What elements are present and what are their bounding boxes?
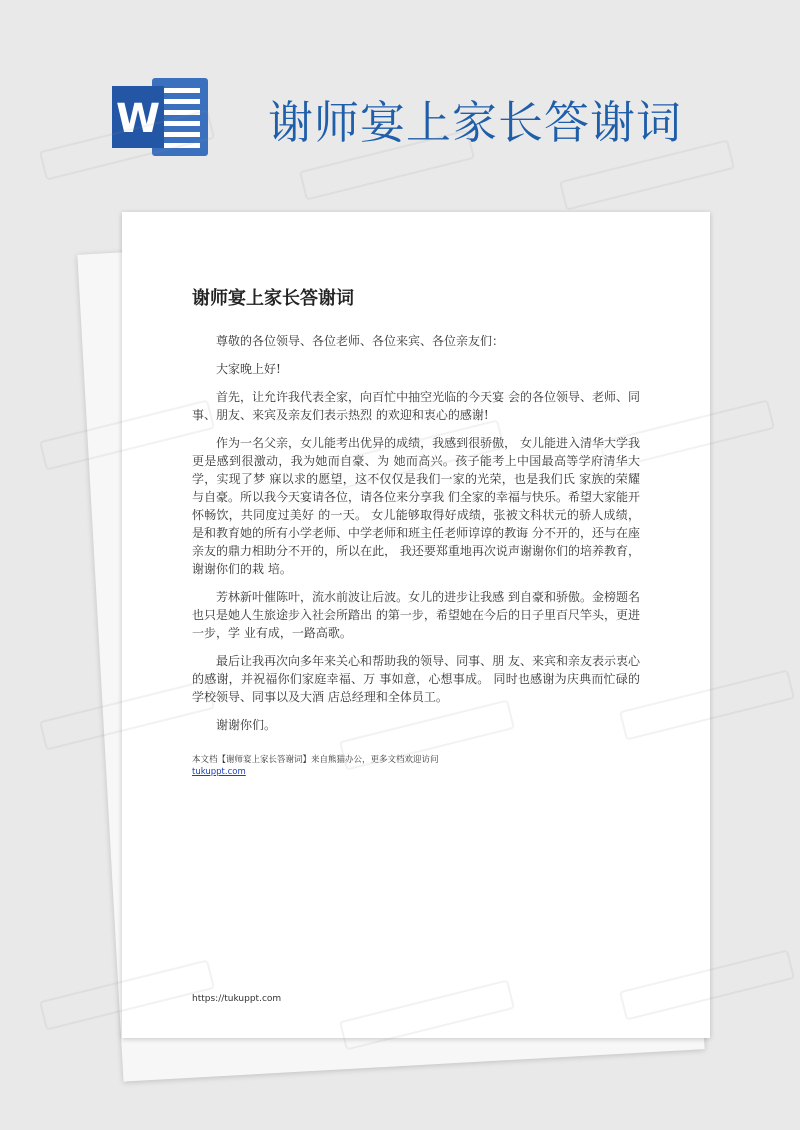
paragraph-salutation: 尊敬的各位领导、各位老师、各位来宾、各位亲友们： (216, 334, 505, 348)
paragraph-thanks: 最后让我再次向多年来关心和帮助我的领导、同事、朋 友、来宾和亲友表示衷心的感谢，并祝福你们家庭幸福、万 事如意，心想事成。 同时也感谢为庆典而忙碌的学校领导、同事以及大酒 店总经理和全体员工。 (192, 654, 640, 704)
paragraph-pride: 作为一名父亲，女儿能考出优异的成绩，我感到很骄傲， 女儿能进入清华大学我更是感到很激动，我为她而自豪、为 她而高兴。孩子能考上中国最高等学府清华大学，实现了梦 寐以求的愿望，这不仅仅是我们一家的光荣，也是我们氏 家族的荣耀与自豪。所以我今天宴请各位，请各位来分享我 们全家的幸福与快乐。希望大家能开怀畅饮，共同度过美好 的一天。 女儿能够取得好成绩，张被文科状元的骄人成绩，是和教育她的所有小学老师、中学老师和班主任老师谆谆的教诲 分不开的，还与在座亲友的鼎力相助分不开的，所以在此， 我还要郑重地再次说声谢谢你们的培养教育，谢谢你们的栽 培。 (192, 436, 640, 576)
paragraph-closing: 谢谢你们。 (216, 718, 277, 732)
footer-link[interactable]: tukuppt.com (192, 767, 246, 777)
document-body (192, 332, 640, 744)
word-logo-letter: W (115, 96, 161, 142)
paragraph-welcome: 首先，让允许我代表全家，向百忙中抽空光临的今天宴 会的各位领导、老师、同事、朋友、来宾及亲友们表示热烈 的欢迎和衷心的感谢! (192, 390, 640, 422)
bottom-url: https://tukuppt.com (192, 994, 282, 1004)
banner-title: 谢师宴上家长答谢词 (268, 96, 683, 149)
document-page (122, 212, 710, 1038)
document-footer (192, 754, 640, 778)
paragraph-progress: 芳林新叶催陈叶，流水前波让后波。女儿的进步让我感 到自豪和骄傲。金榜题名也只是她人生旅途步入社会所踏出 的第一步，希望她在今后的日子里百尺竿头，更进一步，学 业有成，一路高歌。 (192, 590, 640, 640)
paragraph-greeting: 大家晚上好! (216, 362, 281, 376)
document-title: 谢师宴上家长答谢词 (192, 288, 354, 309)
footer-note: 本文档【谢师宴上家长答谢词】来自熊猫办公，更多文档欢迎访问 (192, 755, 439, 765)
word-icon (112, 74, 212, 160)
